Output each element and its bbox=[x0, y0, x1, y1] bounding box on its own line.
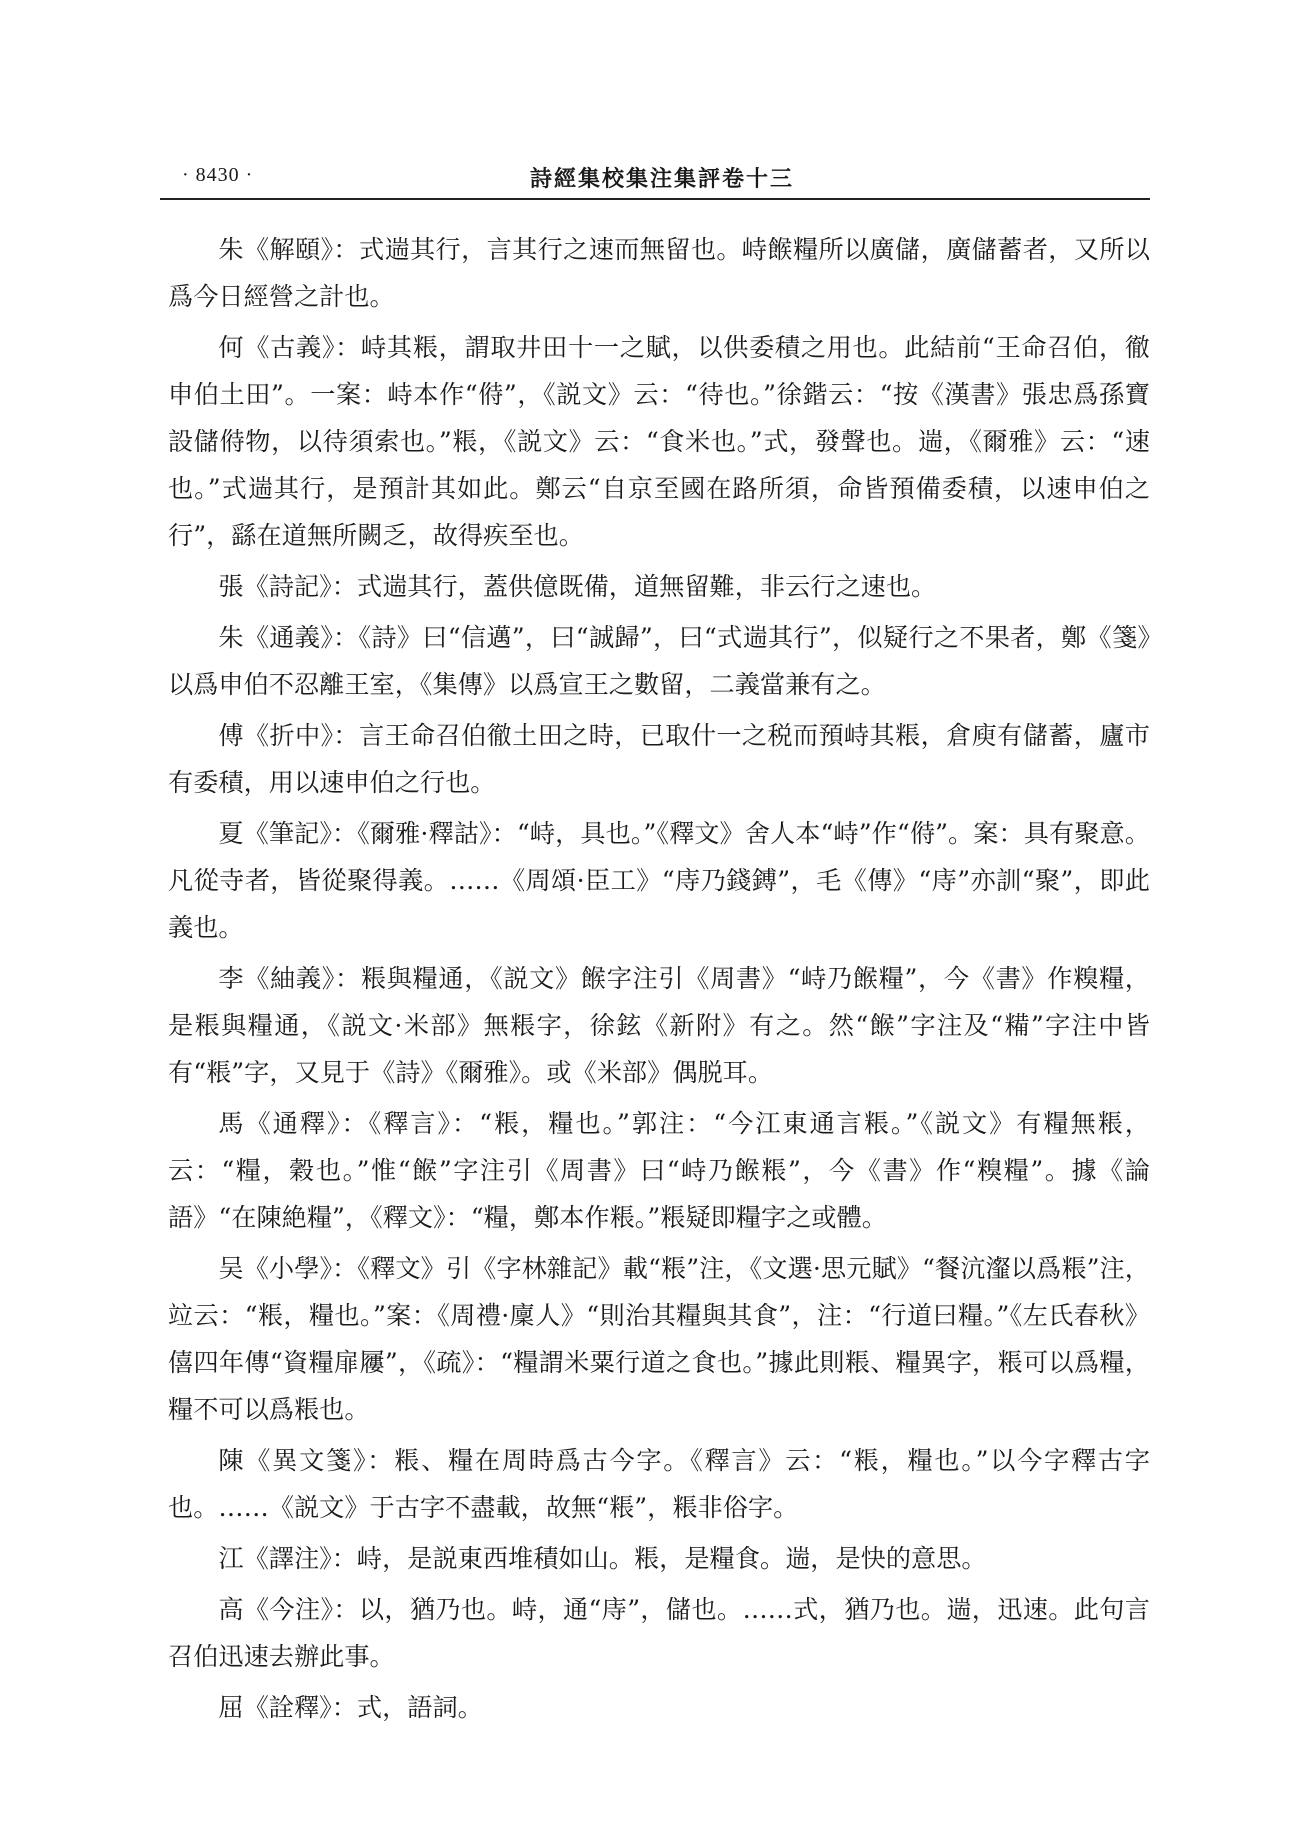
paragraph-ma-tongshi: 馬《通釋》：《釋言》：“粻，糧也。”郭注：“今江東通言粻。”《説文》有糧無粻，云：“糧，穀也。”惟“餱”字注引《周書》曰“峙乃餱粻”，今《書》作“糗糧”。據《論語》“在陳絶糧”，《釋文》：“糧，鄭本作粻。”粻疑即糧字之或體。 bbox=[168, 1109, 1150, 1232]
body-text bbox=[168, 226, 1150, 1735]
paragraph-xia-biji: 夏《筆記》：《爾雅·釋詁》：“峙，具也。”《釋文》舍人本“峙”作“偫”。案：具有聚意。凡從寺者，皆從聚得義。……《周頌·臣工》“庤乃錢鎛”，毛《傳》“庤”亦訓“聚”，即此義也。 bbox=[168, 819, 1150, 942]
paragraph-gao-jinzhu: 高《今注》：以，猶乃也。峙，通“庤”，儲也。……式，猶乃也。遄，迅速。此句言召伯迅速去辦此事。 bbox=[168, 1595, 1150, 1671]
paragraph-he-guyi: 何《古義》：峙其粻，謂取井田十一之賦，以供委積之用也。此結前“王命召伯，徹申伯土田”。一案：峙本作“偫”，《説文》云：“待也。”徐鍇云：“按《漢書》張忠爲孫寶設儲偫物，以待須索也。”粻，《説文》云：“食米也。”式，發聲也。遄，《爾雅》云：“速也。”式遄其行，是預計其如此。鄭云“自京至國在路所須，命皆預備委積，以速申伯之行”，繇在道無所闕乏，故得疾至也。 bbox=[168, 333, 1150, 550]
paragraph-zhu-jieyi: 朱《解頤》：式遄其行，言其行之速而無留也。峙餱糧所以廣儲，廣儲蓄者，又所以爲今日經營之計也。 bbox=[168, 235, 1150, 311]
page-header bbox=[160, 160, 1150, 196]
paragraph-zhang-shiji: 張《詩記》：式遄其行，蓋供億既備，道無留難，非云行之速也。 bbox=[218, 572, 937, 601]
header-rule bbox=[160, 198, 1150, 200]
paragraph-zhu-tongyi: 朱《通義》：《詩》曰“信邁”，曰“誠歸”，曰“式遄其行”，似疑行之不果者，鄭《箋》以爲申伯不忍離王室，《集傳》以爲宣王之數留，二義當兼有之。 bbox=[168, 623, 1150, 699]
page-number: · 8430 · bbox=[182, 164, 254, 186]
paragraph-li-chouyi: 李《紬義》：粻與糧通，《説文》餱字注引《周書》“峙乃餱糧”，今《書》作糗糧，是粻與糧通，《説文·米部》無粻字，徐鉉《新附》有之。然“餱”字注及“糒”字注中皆有“粻”字，又見于《詩》《爾雅》。或《米部》偶脱耳。 bbox=[168, 964, 1150, 1087]
paragraph-wu-xiaoxue: 吴《小學》：《釋文》引《字林雜記》載“粻”注，《文選·思元賦》“餐沆瀣以爲粻”注，竝云：“粻，糧也。”案：《周禮·廩人》“則治其糧與其食”，注：“行道曰糧。”《左氏春秋》僖四年傳“資糧扉屨”，《疏》：“糧謂米粟行道之食也。”據此則粻、糧異字，粻可以爲糧，糧不可以爲粻也。 bbox=[168, 1254, 1150, 1424]
paragraph-fu-zhezhong: 傅《折中》：言王命召伯徹土田之時，已取什一之税而預峙其粻，倉庾有儲蓄，廬市有委積，用以速申伯之行也。 bbox=[168, 721, 1150, 797]
paragraph-qu-quanshi: 屈《詮釋》：式，語詞。 bbox=[218, 1693, 483, 1722]
paragraph-chen-yiwenjian: 陳《異文箋》：粻、糧在周時爲古今字。《釋言》云：“粻，糧也。”以今字釋古字也。……《説文》于古字不盡載，故無“粻”，粻非俗字。 bbox=[168, 1446, 1150, 1522]
running-title: 詩經集校集注集評卷十三 bbox=[530, 166, 795, 192]
paragraph-jiang-yizhu: 江《譯注》：峙，是説東西堆積如山。粻，是糧食。遄，是快的意思。 bbox=[218, 1544, 987, 1573]
